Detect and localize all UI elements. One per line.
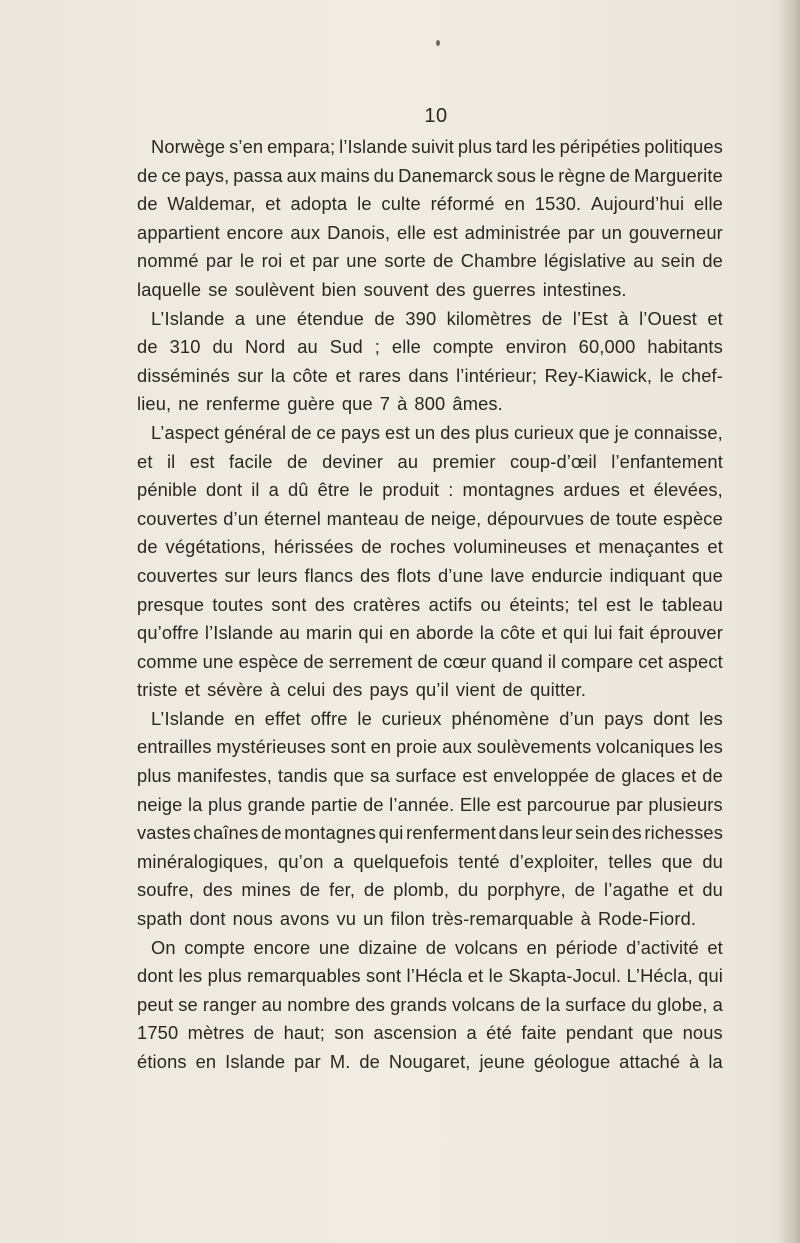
text-line: lieu, ne renferme guère que 7 à 800 âmes. bbox=[137, 393, 503, 415]
text-line: soufre, des mines de fer, de plomb, du porphyre, de l’agathe et du bbox=[137, 879, 723, 901]
page-number: 10 bbox=[424, 105, 448, 127]
text-line: laquelle se soulèvent bien souvent des guerres intestines. bbox=[137, 278, 627, 300]
text-line: presque toutes sont des cratères actifs ou éteints; tel est le tableau bbox=[137, 593, 723, 615]
text-line: étions en Islande par M. de Nougaret, jeune géologue attaché à la bbox=[137, 1051, 723, 1072]
text-line: appartient encore aux Danois, elle est administrée par un gouverneur bbox=[137, 221, 723, 243]
text-line: de Waldemar, et adopta le culte réformé en 1530. Aujourd’hui elle bbox=[137, 193, 723, 215]
text-line: vastes chaînes de montagnes qui renferment dans leur sein des richesses bbox=[137, 822, 723, 844]
text-line: L’Islande en effet offre le curieux phénomène d’un pays dont les bbox=[151, 707, 723, 729]
text-line: pénible dont il a dû être le produit : montagnes ardues et élevées, bbox=[137, 479, 723, 501]
text-line: de végétations, hérissées de roches volumineuses et menaçantes et bbox=[137, 536, 723, 558]
text-line: comme une espèce de serrement de cœur quand il compare cet aspect bbox=[137, 650, 723, 672]
text-line: qu’offre l’Islande au marin qui en aborde la côte et qui lui fait éprouver bbox=[137, 622, 723, 644]
text-line: peut se ranger au nombre des grands volcans de la surface du globe, a bbox=[137, 993, 723, 1015]
text-line: Norwège s’en empara; l’Islande suivit plus tard les péripéties politiques bbox=[151, 136, 723, 157]
text-line: neige la plus grande partie de l’année. Elle est parcourue par plusieurs bbox=[137, 793, 723, 815]
text-line: nommé par le roi et par une sorte de Chambre législative au sein de bbox=[137, 250, 723, 272]
text-line: On compte encore une dizaine de volcans en période d’activité et bbox=[151, 936, 723, 958]
text-line: spath dont nous avons vu un filon très-remarquable à Rode-Fiord. bbox=[137, 908, 697, 930]
page-edge-shadow bbox=[778, 0, 800, 1243]
text-line: disséminés sur la côte et rares dans l’intérieur; Rey-Kiawick, le chef- bbox=[137, 364, 723, 386]
text-line: 1750 mètres de haut; son ascension a été faite pendant que nous bbox=[137, 1022, 723, 1044]
ink-speck bbox=[436, 40, 440, 46]
text-line: de ce pays, passa aux mains du Danemarck sous le règne de Marguerite bbox=[137, 164, 723, 186]
text-line: dont les plus remarquables sont l’Hécla et le Skapta-Jocul. L’Hécla, qui bbox=[137, 965, 723, 987]
text-line: et il est facile de deviner au premier coup-d’œil l’enfantement bbox=[137, 450, 723, 472]
text-line: L’aspect général de ce pays est un des plus curieux que je connaisse, bbox=[151, 421, 723, 443]
text-line: entrailles mystérieuses sont en proie aux soulèvements volcaniques les bbox=[137, 736, 723, 758]
text-line: minéralogiques, qu’on a quelquefois tenté d’exploiter, telles que du bbox=[137, 850, 723, 872]
body-text bbox=[137, 133, 723, 1077]
text-line: de 310 du Nord au Sud ; elle compte environ 60,000 habitants bbox=[137, 336, 723, 358]
text-line: plus manifestes, tandis que sa surface est enveloppée de glaces et de bbox=[137, 765, 723, 787]
text-line: L’Islande a une étendue de 390 kilomètres de l’Est à l’Ouest et bbox=[151, 307, 723, 329]
text-line: triste et sévère à celui des pays qu’il vient de quitter. bbox=[137, 679, 587, 701]
text-line: couvertes sur leurs flancs des flots d’une lave endurcie indiquant que bbox=[137, 564, 723, 586]
text-line: couvertes d’un éternel manteau de neige, dépourvues de toute espèce bbox=[137, 507, 723, 529]
